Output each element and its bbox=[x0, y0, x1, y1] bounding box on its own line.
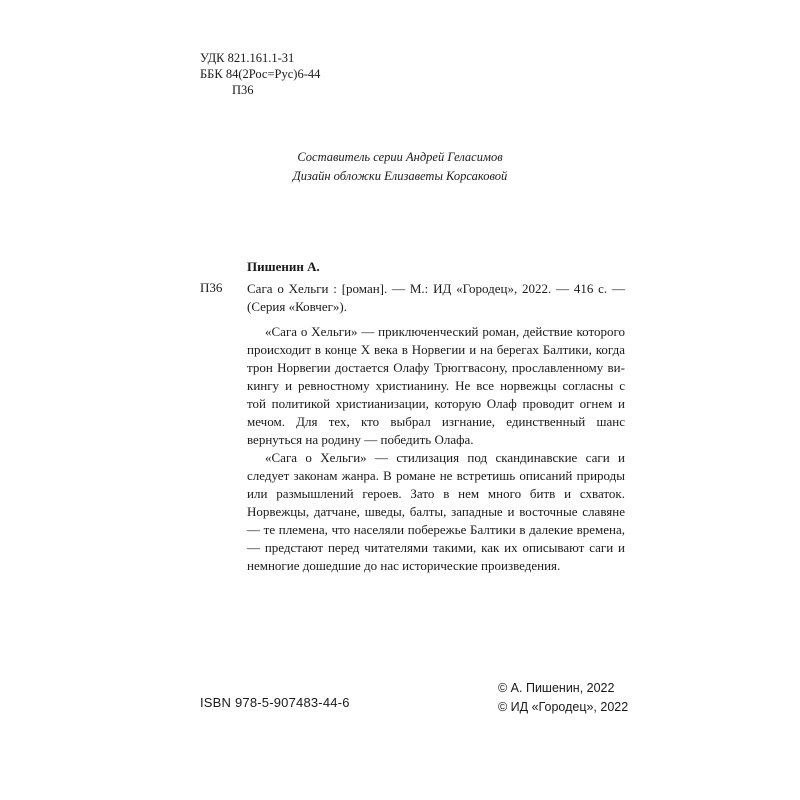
isbn: ISBN 978-5-907483-44-6 bbox=[200, 695, 350, 710]
udk-code: УДК 821.161.1-31 bbox=[200, 51, 295, 65]
cover-design-credit: Дизайн обложки Елизаветы Корсаковой bbox=[292, 169, 508, 183]
annotation-paragraph: «Сага о Хельги» — приключенческий роман, действие которого происходит в конце X века в Норвегии и на берегах Балтики, когда трон Норвегии достается Олафу Трюггвасону, прославленному викингу и ревностному христианину. Не все норвежцы согласны с той политикой христианизации, которую Олаф проводит огнем и мечом. Для тех, кто выбрал изгнание, единственный шанс вернуться на родину — победить Олафа. bbox=[247, 324, 625, 447]
copyright-block bbox=[498, 679, 628, 717]
author-heading: Пишенин А. bbox=[247, 259, 320, 274]
author-sign: П36 bbox=[232, 83, 254, 97]
bibliographic-description: Сага о Хельги : [роман]. — М.: ИД «Городец», 2022. — 416 с. — (Серия «Ковчег»). bbox=[247, 281, 625, 314]
catalog-code: П36 bbox=[200, 280, 223, 295]
bbk-code: ББК 84(2Рос=Рус)6-44 bbox=[200, 67, 321, 81]
series-compiler: Составитель серии Андрей Геласимов bbox=[297, 150, 503, 164]
annotation-paragraph: «Сага о Хельги» — стилизация под скандинавские саги и следует законам жанра. В романе не встретишь описаний природы или размышлений героев. Зато в нем много битв и схваток. Норвежцы, датчане, шведы, балты, западные и восточные славяне — те племена, что населяли побережье Балтики в далекие времена, — предстают перед читателями такими, как их описывают саги и немногие дошедшие до нас исторические произведения. bbox=[247, 450, 625, 573]
copyright-publisher: © ИД «Городец», 2022 bbox=[498, 700, 629, 714]
series-credits bbox=[200, 148, 600, 186]
copyright-author: © А. Пишенин, 2022 bbox=[498, 681, 615, 695]
classification-codes bbox=[200, 50, 320, 98]
annotation bbox=[247, 323, 625, 575]
